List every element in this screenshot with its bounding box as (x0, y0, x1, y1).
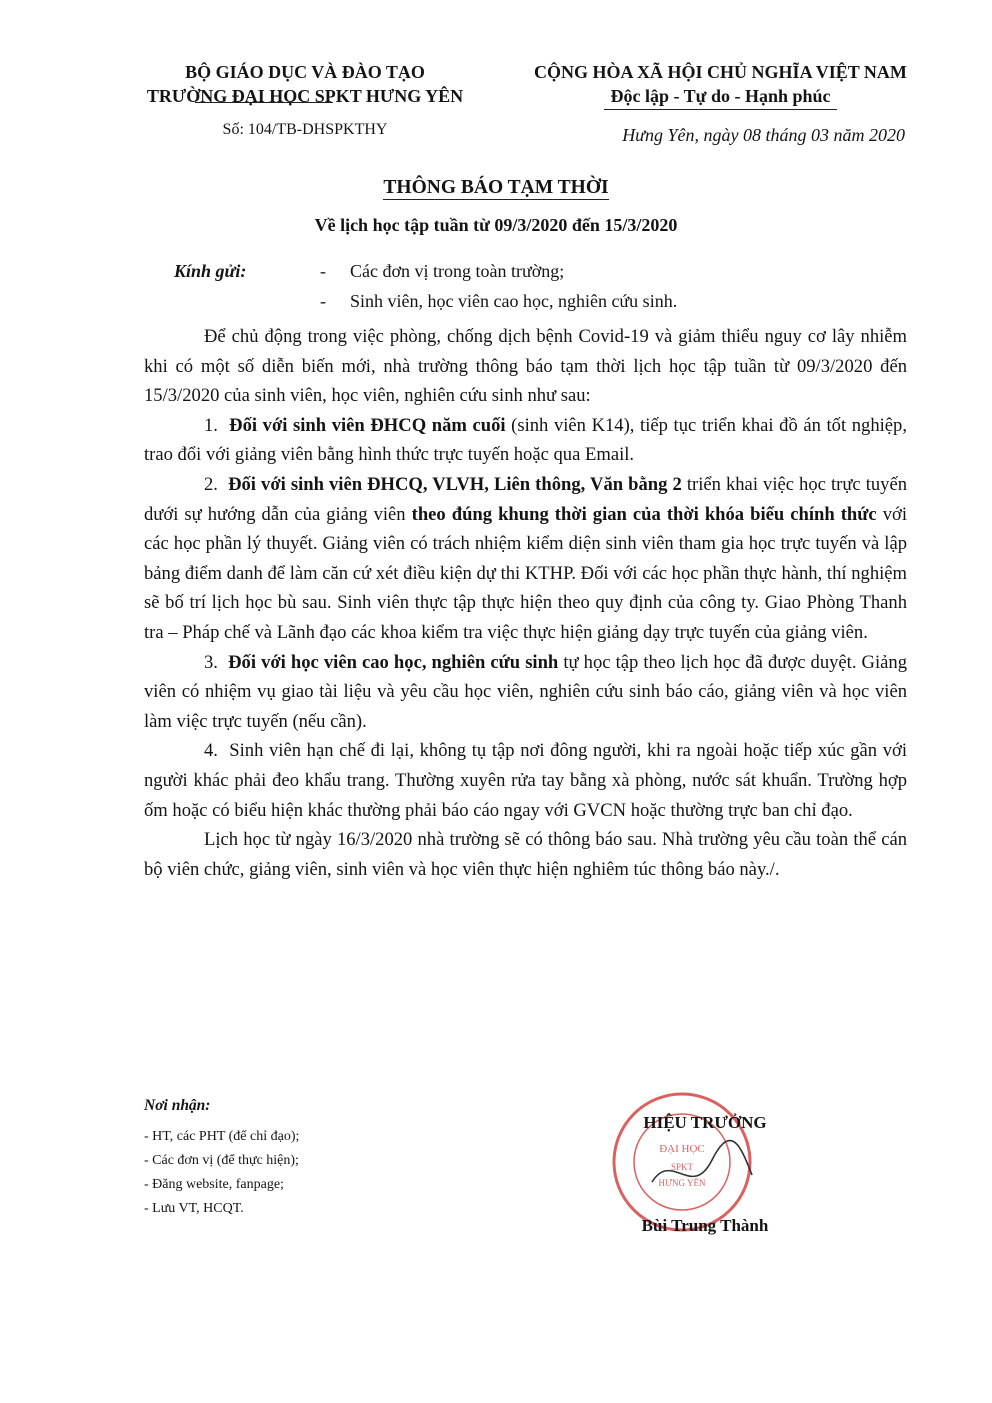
list-item: - Lưu VT, HCQT. (144, 1201, 244, 1216)
document-title: THÔNG BÁO TẠM THỜI (383, 177, 609, 198)
item-3: 3. Đối với học viên cao học, nghiên cứu sinh tự học tập theo lịch học đã được duyệt. Giảng viên có nhiệm vụ giao tài liệu và yêu cầu học viên, nghiên cứu sinh báo cáo, giảng viên và học viên làm việc trực tuyến (nếu cần). (144, 651, 907, 732)
document-subtitle: Về lịch học tập tuần từ 09/3/2020 đến 15/3/2020 (314, 215, 678, 235)
ministry-name: BỘ GIÁO DỤC VÀ ĐÀO TẠO (185, 62, 425, 82)
list-item: - HT, các PHT (để chỉ đạo); (144, 1129, 300, 1144)
item-2: 2. Đối với sinh viên ĐHCQ, VLVH, Liên thông, Văn bằng 2 triển khai việc học trực tuyến dưới sự hướng dẫn của giảng viên theo đúng khung thời gian của thời khóa biểu chính thức với các học phần lý thuyết. Giảng viên có trách nhiệm kiểm diện sinh viên tham gia học trực tuyến và lập bảng điểm danh để làm căn cứ xét điều kiện dự thi KTHP. Đối với các học phần thực hành, thí nghiệm sẽ bố trí lịch học bù sau. Sinh viên thực tập thực hiện theo quy định của công ty. Giao Phòng Thanh tra – Pháp chế và Lãnh đạo các khoa kiểm tra việc thực hiện giảng dạy trực tuyến của giảng viên. (144, 473, 908, 643)
recipients-list (144, 1125, 299, 1221)
recipient-item: - Các đơn vị trong toàn trường; (320, 261, 565, 281)
document-body (144, 322, 907, 884)
country-name: CỘNG HÒA XÃ HỘI CHỦ NGHĨA VIỆT NAM (534, 62, 907, 82)
issue-date: Hưng Yên, ngày 08 tháng 03 năm 2020 (622, 125, 905, 145)
recipient-item: - Sinh viên, học viên cao học, nghiên cứu sinh. (320, 291, 678, 311)
item-4: 4. Sinh viên hạn chế đi lại, không tụ tập nơi đông người, khi ra ngoài hoặc tiếp xúc gần với người khác phải đeo khẩu trang. Thường xuyên rửa tay bằng xà phòng, nước sát khuẩn. Trường hợp ốm hoặc có biểu hiện khác thường phải báo cáo ngay với GVCN hoặc thường trực ban chỉ đạo. (144, 740, 908, 821)
header-left (120, 60, 490, 142)
svg-text:SPKT: SPKT (670, 1162, 694, 1172)
recipients-label: Kính gửi: (174, 261, 247, 281)
official-seal-stamp (582, 1090, 782, 1235)
list-item: - Các đơn vị (để thực hiện); (144, 1153, 299, 1168)
list-item: - Đăng website, fanpage; (144, 1177, 284, 1192)
school-underline (195, 102, 333, 103)
header-right (498, 60, 943, 110)
signer-title: HIỆU TRƯỞNG (643, 1113, 767, 1132)
school-name: TRƯỜNG ĐẠI HỌC SPKT HƯNG YÊN (146, 86, 464, 106)
recipients-list-title: Nơi nhận: (144, 1097, 211, 1114)
signer-name: Bùi Trung Thành (641, 1216, 769, 1235)
intro-paragraph: Để chủ động trong việc phòng, chống dịch bệnh Covid-19 và giảm thiểu nguy cơ lây nhiễm khi có một số diễn biến mới, nhà trường thông báo tạm thời lịch học tập tuần từ 09/3/2020 đến 15/3/2020 của sinh viên, học viên, nghiên cứu sinh như sau: (144, 326, 907, 407)
svg-text:HƯNG YÊN: HƯNG YÊN (658, 1178, 706, 1188)
motto: Độc lập - Tự do - Hạnh phúc (604, 84, 836, 110)
item-1: 1. Đối với sinh viên ĐHCQ năm cuối (sinh viên K14), tiếp tục triển khai đồ án tốt nghiệp, trao đổi với giảng viên bằng hình thức trực tuyến hoặc qua Email. (144, 414, 907, 466)
document-number: Số: 104/TB-DHSPKTHY (222, 121, 388, 138)
svg-text:ĐẠI HỌC: ĐẠI HỌC (659, 1143, 705, 1155)
closing-paragraph: Lịch học từ ngày 16/3/2020 nhà trường sẽ có thông báo sau. Nhà trường yêu cầu toàn thể cán bộ viên chức, giảng viên, sinh viên và học viên thực hiện nghiêm túc thông báo này./. (144, 829, 907, 880)
